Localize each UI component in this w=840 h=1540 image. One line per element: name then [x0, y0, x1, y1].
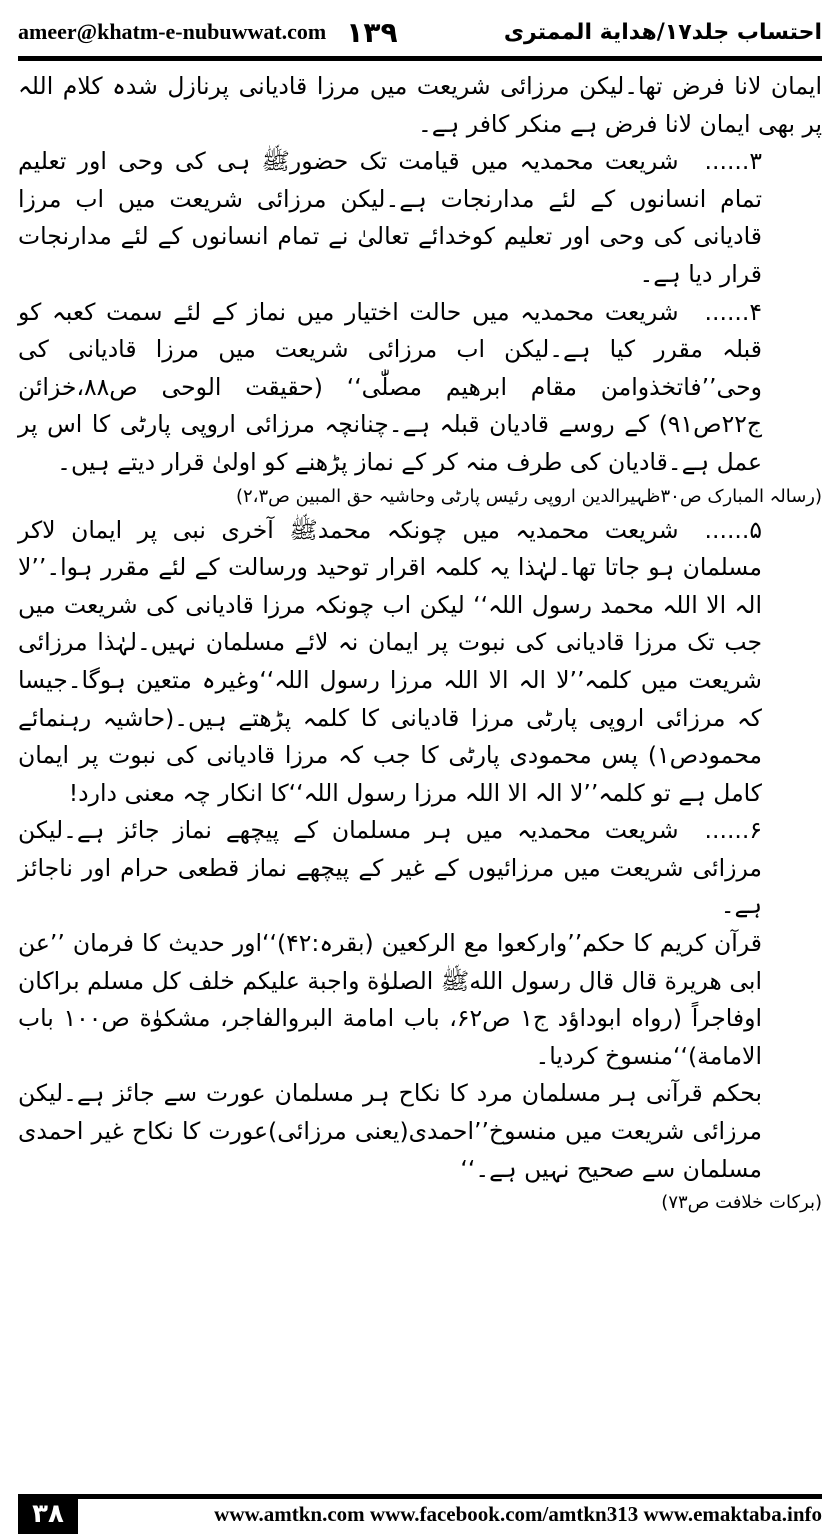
footer-divider [78, 1494, 822, 1499]
paragraph-6 [18, 812, 822, 925]
paragraph-1: ایمان لانا فرض تھا۔لیکن مرزائی شریعت میں مرزا قادیانی پرنازل شدہ کلام اللہ پر بھی ایمان لانا فرض ہے منکر کافر ہے۔ [18, 72, 822, 138]
citation-1: (رسالہ المبارک ص۳۰ظہیرالدین اروپی رئیس پارٹی وحاشیہ حق المبین ص۲،۳) [235, 485, 822, 507]
paragraph-3 [18, 143, 822, 293]
header-left [18, 16, 398, 49]
paragraph-5 [18, 512, 822, 813]
header-divider [18, 56, 822, 61]
page-footer [18, 1494, 822, 1534]
citation-2: (برکات خلافت ص۷۳) [661, 1192, 822, 1214]
paragraph-4 [18, 294, 822, 482]
page-body [18, 68, 822, 1218]
paragraph-7: قرآن کریم کا حکم’’واركعوا مع الركعين (بقرہ:۴۲)‘‘اور حدیث کا فرمان ’’عن ابی هريرة قال قال رسول اللهﷺ الصلوٰة واجبة عليكم خلف كل مسلم براكان اوفاجراً (رواه ابوداؤد ج۱ ص۶۲، باب امامة البروالفاجر، مشكوٰة ص۱۰۰ باب الامامة)‘‘منسوخ کردیا۔ [18, 929, 763, 1070]
page-header [18, 14, 822, 50]
footer-links: www.amtkn.com www.facebook.com/amtkn313 www.emaktaba.info [214, 1502, 822, 1526]
paragraph-3-text: شریعت محمدیہ میں قیامت تک حضورﷺ ہی کی وحی اور تعلیم تمام انسانوں کے لئے مدارنجات ہے۔لیکن مرزائی شریعت میں اب مرزا قادیانی کی وحی اور تعلیم کوخدائے تعالیٰ نے تمام انسانوں کے لئے مدارنجات قرار دیا ہے۔ [18, 147, 762, 288]
header-book-title: احتساب جلد۱۷/هداية الممترى [503, 19, 822, 45]
item-number-5: ۵...... [704, 515, 762, 544]
paragraph-4-text: شریعت محمدیہ میں حالت اختیار میں نماز کے لئے سمت کعبہ کو قبلہ مقرر کیا ہے۔لیکن اب مرزائی شریعت میں مرزا قادیانی کی وحی’’فاتخذوامن مقام ابرهيم مصلّٰى‘‘ (حقیقت الوحی ص۸۸،خزائن ج۲۲ص۹۱) کے روسے قادیان قبلہ ہے۔چنانچہ مرزائی اروپی پارٹی کا اس پر عمل ہے۔قادیان کی طرف منہ کر کے نماز پڑھنے کو اولیٰ قرار دیتے ہیں۔ [18, 297, 762, 476]
item-number-4: ۴...... [704, 297, 762, 326]
paragraph-8: بحکم قرآنی ہر مسلمان مرد کا نکاح ہر مسلمان عورت سے جائز ہے۔لیکن مرزائی شریعت میں منسوخ’’احمدی(یعنی مرزائی)عورت کا نکاح غیر احمدی مسلمان سے صحیح نہیں ہے۔‘‘ [18, 1079, 762, 1183]
item-number-6: ۶...... [704, 816, 762, 845]
paragraph-6-text: شریعت محمدیہ میں ہر مسلمان کے پیچھے نماز جائز ہے۔لیکن مرزائی شریعت میں مرزائیوں کے غیر کے پیچھے نماز قطعی حرام اور ناجائز ہے۔ [18, 816, 762, 920]
footer-page-number: ۳۸ [18, 1494, 78, 1534]
paragraph-5-text: شریعت محمدیہ میں چونکہ محمدﷺ آخری نبی پر ایمان لاکر مسلمان ہو جاتا تھا۔لہٰذا یہ کلمہ اقرار توحید ورسالت کے لئے مقرر ہوا۔’’لا الہ الا اللہ محمد رسول اللہ‘‘ لیکن اب چونکہ مرزا قادیانی کی شریعت میں جب تک مرزا قادیانی کی نبوت پر ایمان نہ لائے مسلمان نہیں۔لہٰذا مرزائی شریعت میں کلمہ’’لا الہ الا اللہ مرزا رسول اللہ‘‘وغیرہ متعین ہوگا۔جیسا کہ مرزائی اروپی پارٹی مرزا قادیانی کا کلمہ پڑھتے ہیں۔(حاشیہ رہنمائے محمودص۱) پس محمودی پارٹی کا جب کہ مرزا قادیانی کی نبوت پر ایمان کامل ہے تو کلمہ’’لا الہ الا اللہ مرزا رسول اللہ‘‘کا انکار چہ معنی دارد! [18, 515, 762, 807]
header-page-number: ۱۳۹ [346, 15, 398, 49]
item-number-3: ۳...... [704, 147, 762, 176]
header-email: ameer@khatm-e-nubuwwat.com [18, 19, 327, 44]
